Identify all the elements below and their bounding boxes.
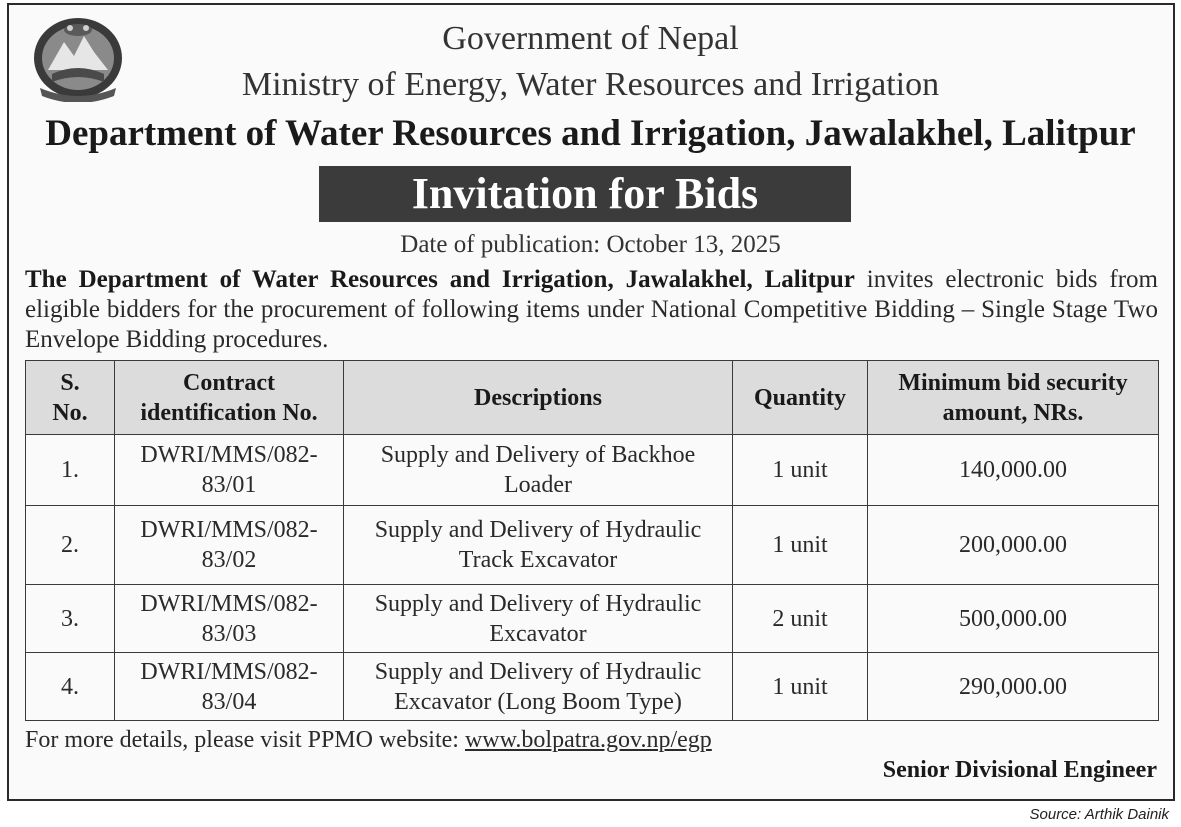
cell-quantity: 2 unit: [733, 585, 868, 653]
intro-department: The Department of Water Resources and Irrigation, Jawalakhel, Lalitpur: [25, 266, 855, 293]
cell-contract-id: DWRI/MMS/082- 83/03: [115, 585, 344, 653]
table-row: [26, 435, 1159, 506]
table-row: [26, 585, 1159, 653]
cell-bid-security: 290,000.00: [868, 653, 1159, 721]
cell-quantity: 1 unit: [733, 653, 868, 721]
cell-description: Supply and Delivery of Hydraulic Excavator: [344, 585, 733, 653]
intro-paragraph: [25, 265, 1158, 355]
cell-bid-security: 200,000.00: [868, 506, 1159, 585]
cell-quantity: 1 unit: [733, 506, 868, 585]
header-department: Department of Water Resources and Irrigation, Jawalakhel, Lalitpur: [45, 113, 1136, 154]
source-credit: Source: Arthik Dainik: [1029, 806, 1169, 823]
cell-bid-security: 140,000.00: [868, 435, 1159, 506]
header-ministry: Ministry of Energy, Water Resources and Irrigation: [241, 66, 940, 103]
cell-description: Supply and Delivery of Backhoe Loader: [344, 435, 733, 506]
header-description: Descriptions: [344, 361, 733, 435]
cell-contract-id: DWRI/MMS/082- 83/01: [115, 435, 344, 506]
cell-sno: 1.: [26, 435, 115, 506]
table-row: [26, 506, 1159, 585]
more-details: [25, 727, 712, 754]
cell-sno: 4.: [26, 653, 115, 721]
signature: Senior Divisional Engineer: [882, 757, 1157, 783]
header-bid-security: Minimum bid security amount, NRs.: [868, 361, 1159, 435]
header-quantity: Quantity: [733, 361, 868, 435]
cell-contract-id: DWRI/MMS/082- 83/04: [115, 653, 344, 721]
cell-contract-id: DWRI/MMS/082- 83/02: [115, 506, 344, 585]
more-details-text: For more details, please visit PPMO website:: [25, 727, 465, 753]
publication-date: Date of publication: October 13, 2025: [400, 231, 781, 258]
notice-title: Invitation for Bids: [319, 166, 851, 222]
cell-description: Supply and Delivery of Hydraulic Track Excavator: [344, 506, 733, 585]
header-sno: S. No.: [26, 361, 115, 435]
cell-quantity: 1 unit: [733, 435, 868, 506]
cell-description: Supply and Delivery of Hydraulic Excavator (Long Boom Type): [344, 653, 733, 721]
cell-sno: 2.: [26, 506, 115, 585]
bids-table: [25, 360, 1159, 721]
header-government: Government of Nepal: [442, 20, 739, 57]
cell-sno: 3.: [26, 585, 115, 653]
table-row: [26, 653, 1159, 721]
cell-bid-security: 500,000.00: [868, 585, 1159, 653]
intro-text: invites electronic bids from eligible bidders for the procurement of following items under National Competitive Bidding – Single Stage Two Envelope Bidding procedures.: [25, 266, 1158, 353]
ppmo-website-link[interactable]: www.bolpatra.gov.np/egp: [464, 727, 712, 753]
table-header-row: [26, 361, 1159, 435]
header-contract-id: Contract identification No.: [115, 361, 344, 435]
